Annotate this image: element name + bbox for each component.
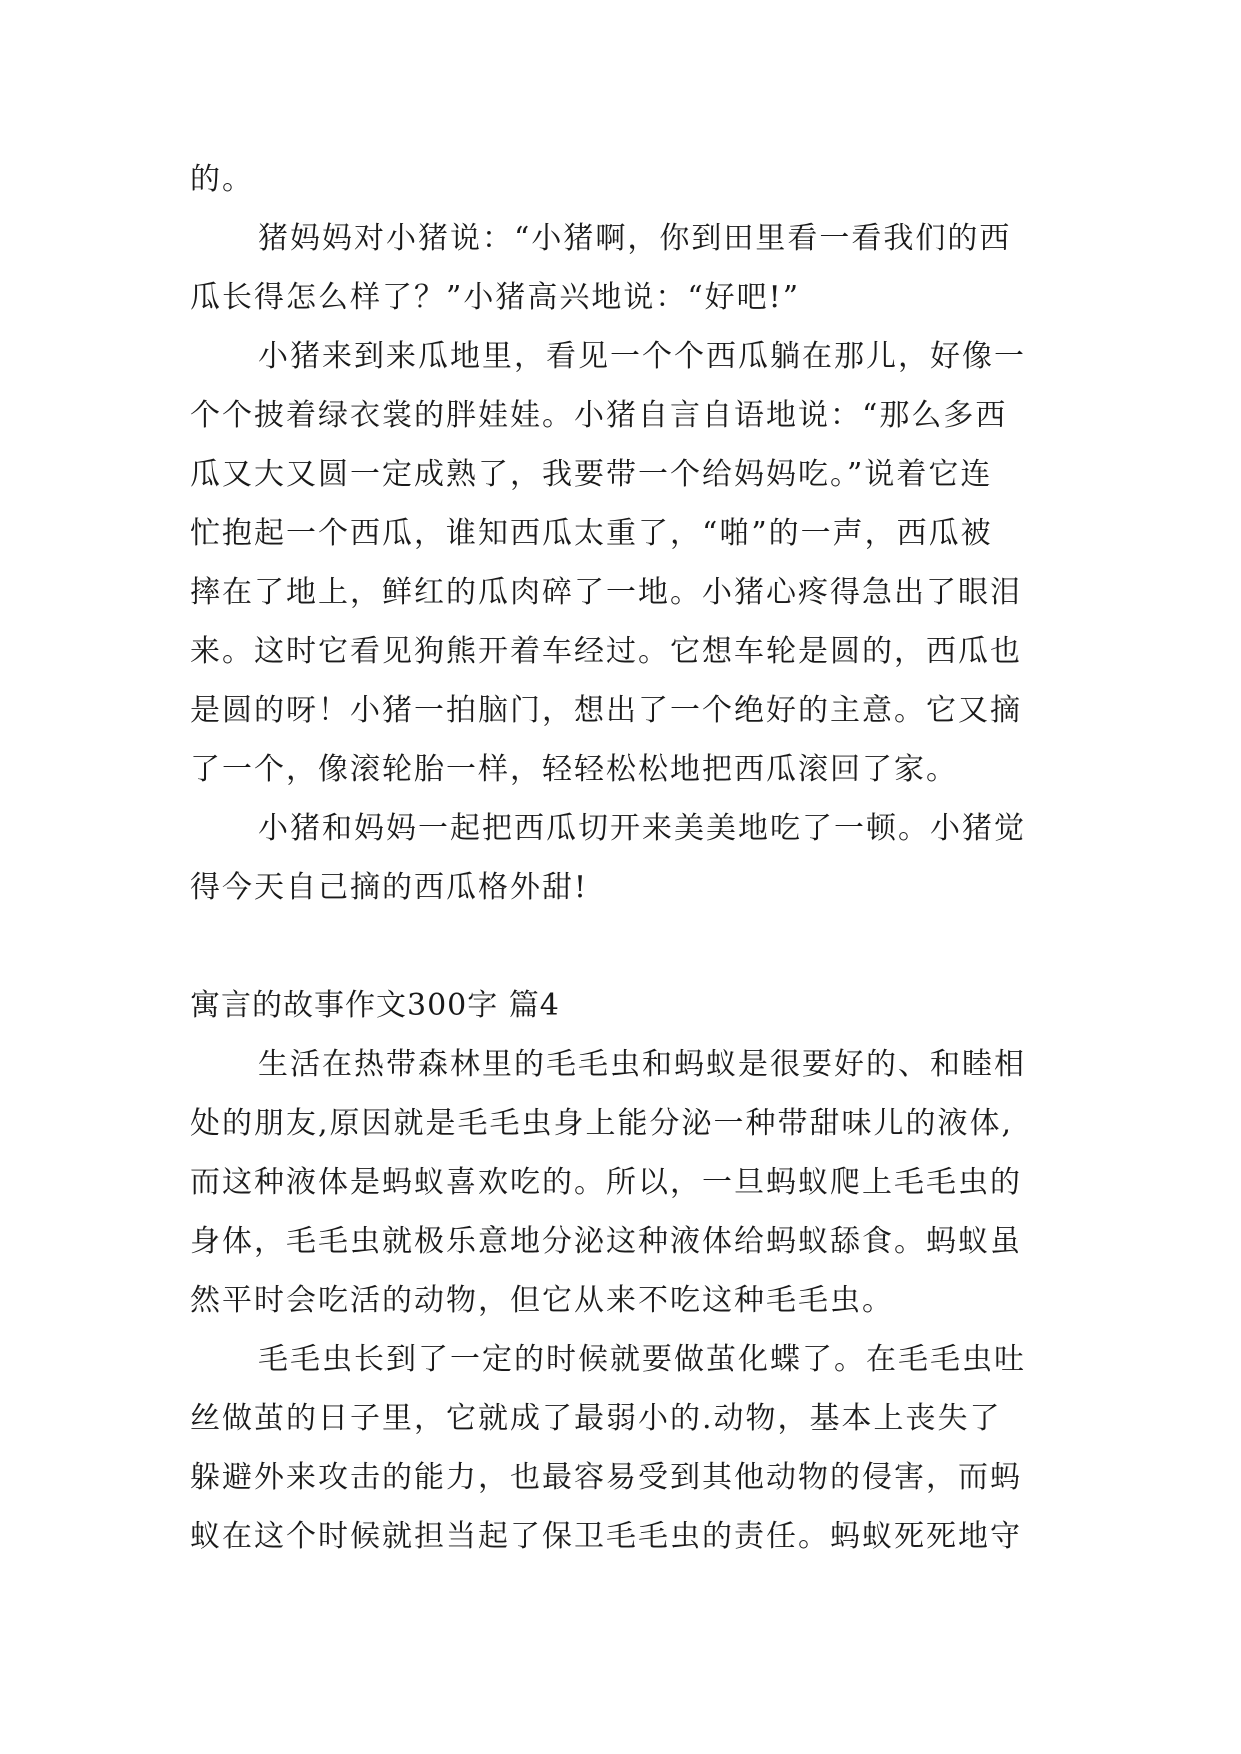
paragraph-line: 然平时会吃活的动物，但它从来不吃这种毛毛虫。 — [190, 1283, 894, 1318]
paragraph-line: 忙抱起一个西瓜，谁知西瓜太重了，“啪”的一声，西瓜被 — [190, 516, 993, 551]
paragraph-line: 摔在了地上，鲜红的瓜肉碎了一地。小猪心疼得急出了眼泪 — [190, 575, 1022, 610]
paragraph-line: 的。 — [190, 162, 254, 197]
paragraph-line: 瓜又大又圆一定成熟了，我要带一个给妈妈吃。”说着它连 — [190, 457, 993, 492]
section-heading: 寓言的故事作文300字 篇4 — [190, 988, 560, 1023]
paragraph-line: 丝做茧的日子里，它就成了最弱小的.动物，基本上丧失了 — [190, 1401, 1002, 1436]
paragraph-line: 小猪和妈妈一起把西瓜切开来美美地吃了一顿。小猪觉 — [258, 811, 1026, 846]
paragraph-line: 蚁在这个时候就担当起了保卫毛毛虫的责任。蚂蚁死死地守 — [190, 1519, 1022, 1554]
paragraph-line: 处的朋友,原因就是毛毛虫身上能分泌一种带甜味儿的液体, — [190, 1106, 1014, 1141]
section-1-body — [190, 150, 1060, 917]
paragraph-line: 小猪来到来瓜地里，看见一个个西瓜躺在那儿，好像一 — [258, 339, 1026, 374]
paragraph-line: 来。这时它看见狗熊开着车经过。它想车轮是圆的，西瓜也 — [190, 634, 1022, 669]
paragraph-line: 身体，毛毛虫就极乐意地分泌这种液体给蚂蚁舔食。蚂蚁虽 — [190, 1224, 1022, 1259]
paragraph-line: 而这种液体是蚂蚁喜欢吃的。所以，一旦蚂蚁爬上毛毛虫的 — [190, 1165, 1022, 1200]
paragraph-line: 瓜长得怎么样了？”小猪高兴地说：“好吧!” — [190, 280, 801, 315]
paragraph-line: 是圆的呀！小猪一拍脑门，想出了一个绝好的主意。它又摘 — [190, 693, 1022, 728]
section-gap — [190, 917, 1060, 976]
document-page — [190, 150, 1060, 1566]
paragraph-line: 猪妈妈对小猪说：“小猪啊，你到田里看一看我们的西 — [258, 221, 1012, 256]
paragraph-line: 个个披着绿衣裳的胖娃娃。小猪自言自语地说：“那么多西 — [190, 398, 1008, 433]
paragraph-line: 躲避外来攻击的能力，也最容易受到其他动物的侵害，而蚂 — [190, 1460, 1022, 1495]
section-2-body — [190, 1035, 1060, 1566]
paragraph-line: 得今天自己摘的西瓜格外甜! — [190, 870, 589, 905]
paragraph-line: 了一个，像滚轮胎一样，轻轻松松地把西瓜滚回了家。 — [190, 752, 958, 787]
paragraph-line: 毛毛虫长到了一定的时候就要做茧化蝶了。在毛毛虫吐 — [258, 1342, 1026, 1377]
paragraph-line: 生活在热带森林里的毛毛虫和蚂蚁是很要好的、和睦相 — [258, 1047, 1026, 1082]
